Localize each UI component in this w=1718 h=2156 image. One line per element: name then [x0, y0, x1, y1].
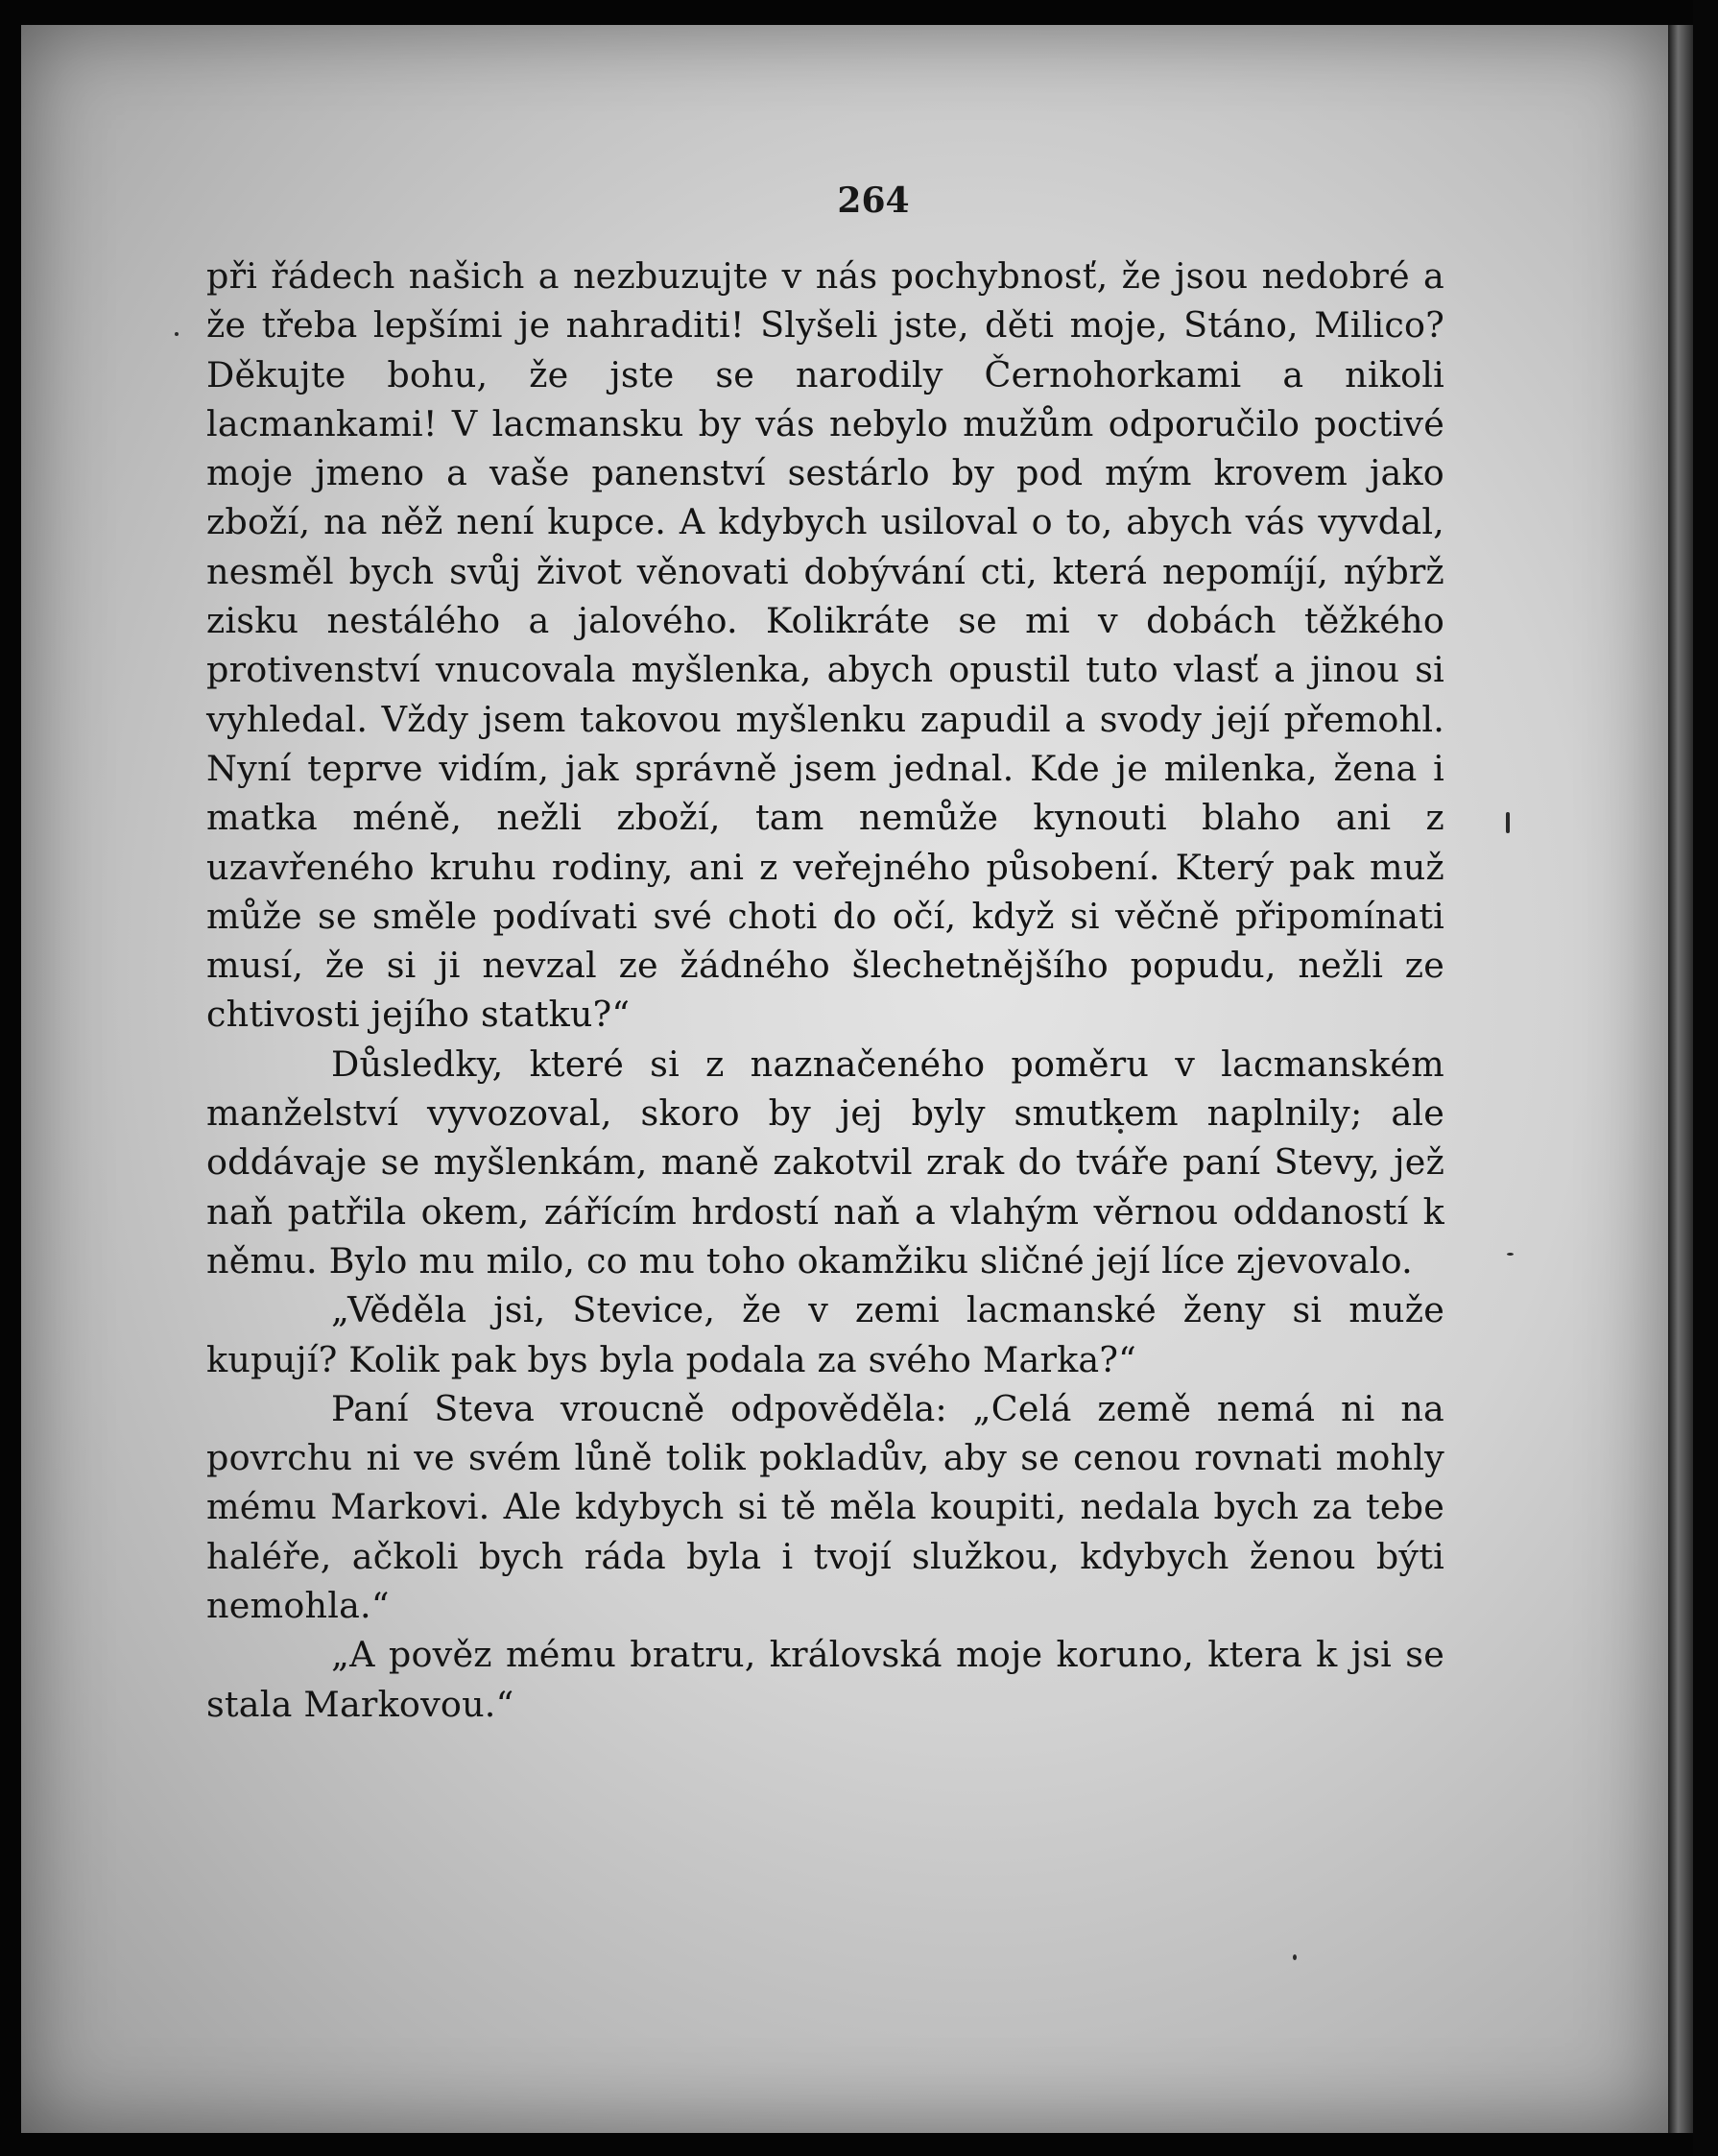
- dust-speck: [175, 332, 179, 336]
- dust-speck: [1506, 812, 1510, 833]
- paragraph: Paní Steva vroucně odpověděla: „Celá země nemá ni na povrchu ni ve svém lůně tolik pokladův, aby se cenou rovnati mohly mému Markovi. Ale kdybych si tě měla koupiti, nedala bych za tebe haléře, ačkoli bych ráda byla i tvojí služkou, kdybych ženou býti nemohla.“: [206, 1387, 1444, 1627]
- page-edge: [1668, 25, 1693, 2133]
- page-number: 264: [837, 180, 910, 221]
- scan-border: [1693, 0, 1718, 2156]
- body-text: [206, 252, 1444, 1729]
- paragraph: „Věděla jsi, Stevice, že v zemi lacmanské ženy si muže kupují? Kolik pak bys byla podala za svého Marka?“: [206, 1289, 1444, 1380]
- paragraph: „A pověz mému bratru, královská moje koruno, ktera k jsi se stala Markovou.“: [206, 1634, 1444, 1725]
- dust-speck: [1293, 1954, 1297, 1960]
- paragraph: Důsledky, které si z naznačeného poměru v lacmanském manželství vyvozoval, skoro by jej byly smutkem naplnily; ale oddávaje se myšlenkám, maně zakotvil zrak do tváře paní Stevy, jež naň patřila okem, zářícím hrdostí naň a vlahým věrnou oddaností k němu. Bylo mu milo, co mu toho okamžiku sličné její líce zjevovalo.: [206, 1042, 1444, 1282]
- paragraph: při řádech našich a nezbuzujte v nás pochybnosť, že jsou nedobré a že třeba lepšími je nahraditi! Slyšeli jste, děti moje, Stáno, Milico? Děkujte bohu, že jste se narodily Černohorkami a nikoli lacmankami! V lacmansku by vás nebylo mužům odporučilo poctivé moje jmeno a vaše panenství sestárlo by pod mým krovem jako zboží, na něž není kupce. A kdybych usiloval o to, abych vás vyvdal, nesměl bych svůj život věnovati dobývání cti, která nepomíjí, nýbrž zisku nestálého a jalového. Kolikráte se mi v dobách těžkého protivenství vnucovala myšlenka, abych opustil tuto vlasť a jinou si vyhledal. Vždy jsem takovou myšlenku zapudil a svody její přemohl. Nyní teprve vidím, jak správně jsem jednal. Kde je milenka, žena i matka méně, nežli zboží, tam nemůže kynouti blaho ani z uzavřeného kruhu rodiny, ani z veřejného působení. Který pak muž může se směle podívati své choti do očí, když si věčně připomínati musí, že si ji nevzal ze žádného šlechetnějšího popudu, nežli ze chtivosti jejího statku?“: [206, 255, 1444, 1036]
- dust-speck: [1507, 1253, 1514, 1256]
